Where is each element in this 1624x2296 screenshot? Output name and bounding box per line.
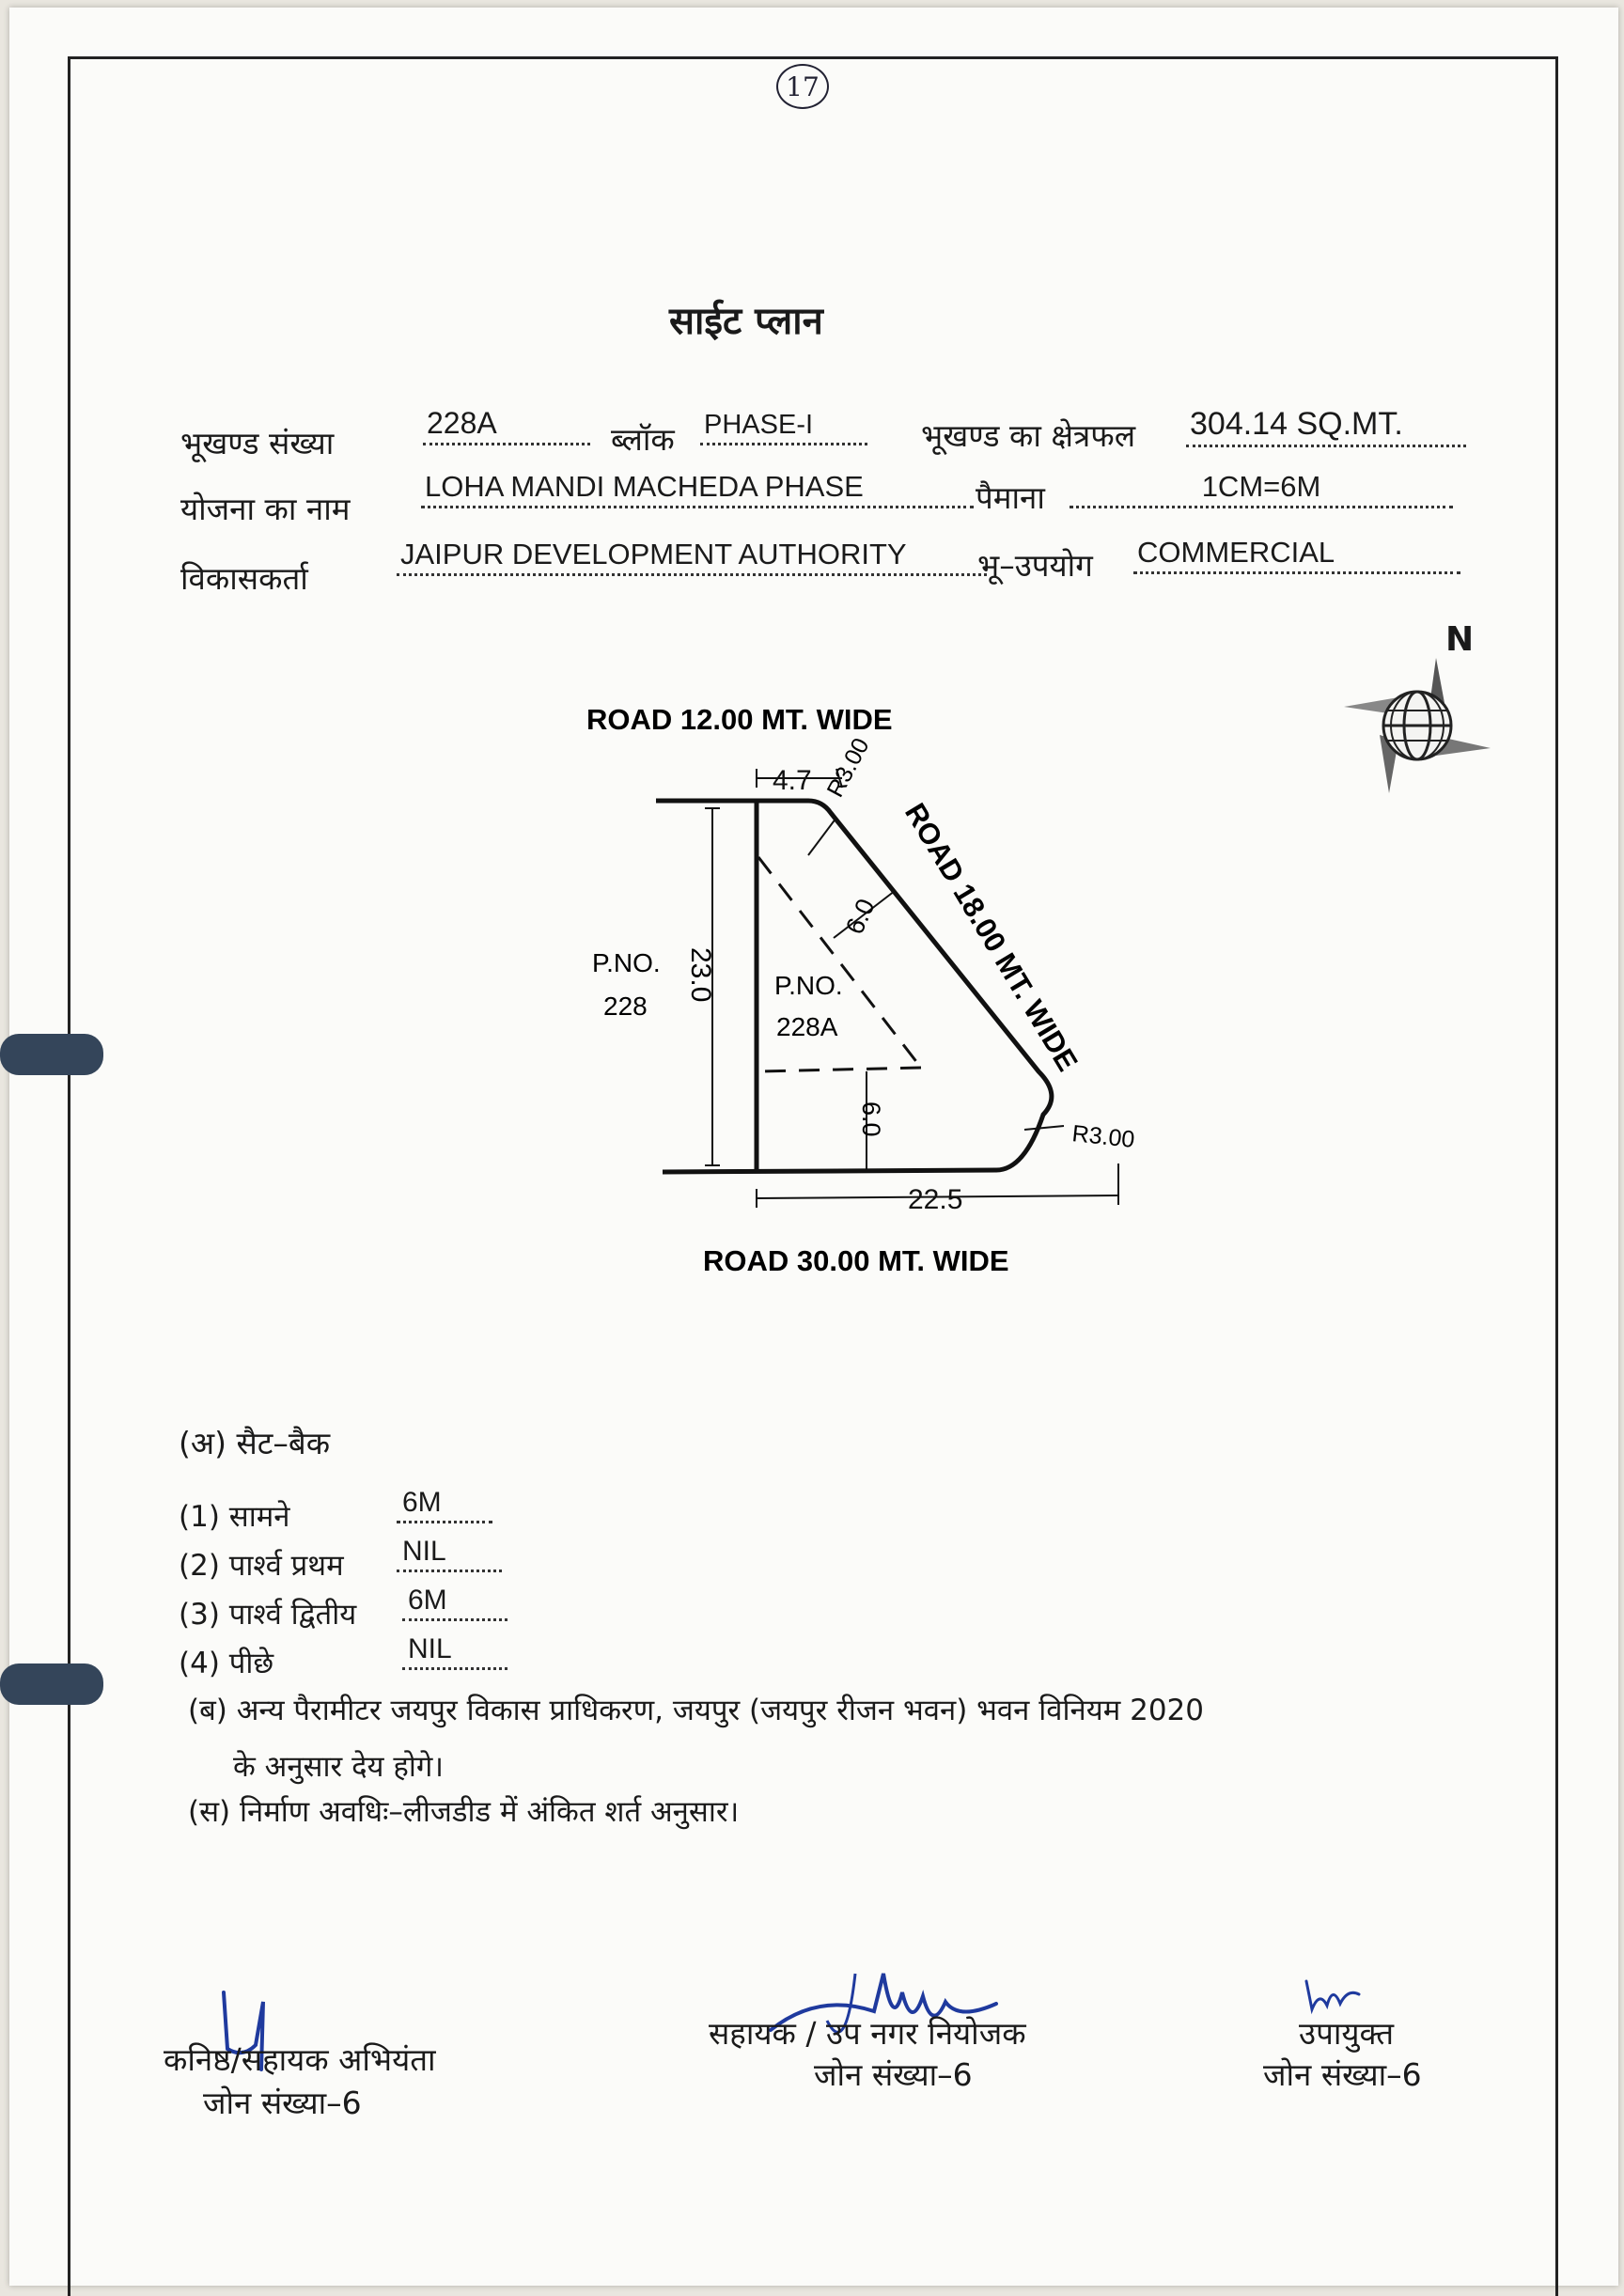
neighbor-plot-label-1: P.NO.: [592, 948, 661, 977]
setback-front-value: 6M: [397, 1487, 492, 1523]
bottom-dim-label: 22.5: [908, 1184, 963, 1215]
top-radius-label: R3.00: [821, 733, 875, 802]
signatory-right-zone: जोन संख्या–6: [1263, 2056, 1422, 2093]
setback-heading: (अ) सैट–बैक: [179, 1425, 331, 1461]
setback-rear-value: NIL: [402, 1633, 508, 1670]
binder-clip-top: [0, 1034, 103, 1075]
plot-label-1: P.NO.: [774, 971, 843, 1000]
scheme-value: LOHA MANDI MACHEDA PHASE: [421, 470, 974, 508]
area-value: 304.14 SQ.MT.: [1186, 406, 1466, 447]
setback-side-dim: 6.0: [840, 894, 881, 939]
setback-side1-value: NIL: [397, 1536, 502, 1572]
site-plan-drawing: [564, 677, 1278, 1297]
road-bottom-label: ROAD 30.00 MT. WIDE: [703, 1244, 1009, 1277]
note-b-line1: (ब) अन्य पैरामीटर जयपुर विकास प्राधिकरण, जयपुर (जयपुर रीजन भवन) भवन विनियम 2020: [188, 1694, 1204, 1727]
setback-side2-label: (3) पार्श्व द्वितीय: [179, 1598, 357, 1632]
scale-label: पैमाना: [976, 479, 1045, 516]
plot-label-2: 228A: [776, 1012, 838, 1041]
area-label: भूखण्ड का क्षेत्रफल: [921, 417, 1136, 454]
landuse-value: COMMERCIAL: [1133, 536, 1460, 574]
setback-side2-value: 6M: [402, 1585, 508, 1621]
folio-number: 17: [776, 64, 829, 109]
bottom-radius-label: R3.00: [1070, 1120, 1136, 1153]
plot-no-value: 228A: [423, 406, 590, 445]
top-dim-label: 4.7: [773, 765, 812, 796]
block-value: PHASE-I: [700, 410, 867, 445]
north-compass-icon: [1342, 656, 1492, 795]
neighbor-plot-label-2: 228: [603, 992, 648, 1021]
setback-side1-label: (2) पार्श्व प्रथम: [179, 1549, 344, 1583]
developer-value: JAIPUR DEVELOPMENT AUTHORITY: [397, 538, 987, 576]
setback-front-label: (1) सामने: [179, 1500, 290, 1534]
plot-no-label: भूखण्ड संख्या: [180, 425, 335, 461]
setback-front-dim: 6.0: [857, 1101, 885, 1137]
page-title: साईट प्लान: [669, 300, 823, 343]
landuse-label: भू–उपयोग: [977, 547, 1093, 584]
note-b-line2: के अनुसार देय होगे।: [233, 1750, 445, 1784]
signatory-right-title: उपायुक्त: [1299, 2015, 1395, 2052]
signatory-left-zone: जोन संख्या–6: [203, 2085, 362, 2121]
signatory-left-title: कनिष्ठ/सहायक अभियंता: [164, 2041, 436, 2078]
signatory-middle-zone: जोन संख्या–6: [814, 2056, 973, 2093]
road-top-label: ROAD 12.00 MT. WIDE: [586, 703, 893, 736]
signatory-middle-title: सहायक / उप नगर नियोजक: [709, 2015, 1026, 2052]
developer-label: विकासकर्ता: [180, 560, 308, 597]
north-label: N: [1445, 620, 1475, 659]
setback-rear-label: (4) पीछे: [179, 1647, 274, 1680]
note-c-line: (स) निर्माण अवधिः–लीजडीड में अंकित शर्त अनुसार।: [188, 1795, 740, 1829]
scale-value: 1CM=6M: [1070, 470, 1453, 508]
scheme-label: योजना का नाम: [180, 491, 351, 527]
road-right-label: ROAD 18.00 MT. WIDE: [898, 797, 1085, 1077]
binder-clip-bottom: [0, 1663, 103, 1705]
left-dim-label: 23.0: [685, 947, 716, 1003]
block-label: ब्लॉक: [611, 421, 675, 458]
